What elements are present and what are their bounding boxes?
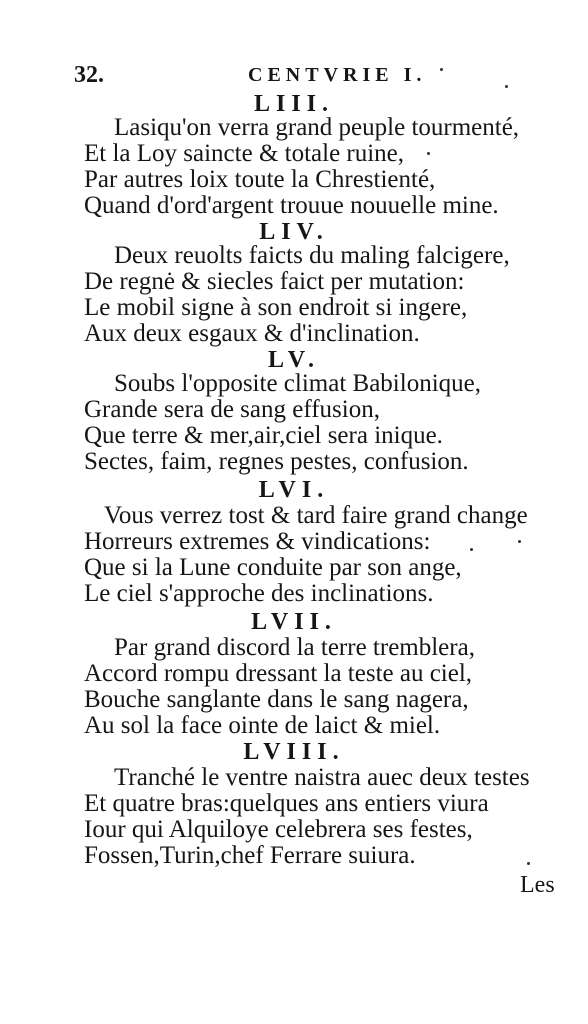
ink-speck <box>427 152 430 155</box>
verse-line: Vous verrez tost & tard faire grand change <box>104 502 528 529</box>
verse-line: Lasiqu'on verra grand peuple tourmenté, <box>114 114 520 141</box>
page-number: 32. <box>74 62 104 88</box>
verse-line: Quand d'ord'argent trouue nouuelle mine. <box>84 192 499 219</box>
ink-speck <box>527 862 530 865</box>
verse-line: Horreurs extremes & vindications: <box>84 528 431 555</box>
verse-line: Par autres loix toute la Chrestienté, <box>84 166 436 193</box>
stanza-number: LV. <box>267 347 321 373</box>
verse-line: Au sol la face ointe de laict & miel. <box>84 712 441 739</box>
verse-line: Le ciel s'approche des inclinations. <box>84 580 434 607</box>
verse-line: Fossen,Turin,chef Ferrare suiura. <box>84 842 416 869</box>
verse-line: Sectes, faim, regnes pestes, confusion. <box>84 448 469 475</box>
verse-line: Le mobil signe à son endroit si ingere, <box>84 294 468 321</box>
ink-speck <box>470 548 473 551</box>
verse-line: Grande sera de sang effusion, <box>84 396 380 423</box>
verse-line: Et la Loy saincte & totale ruine, <box>84 140 405 167</box>
stanza-number: LIII. <box>253 91 335 117</box>
running-title: CENTVRIE I. <box>248 64 427 86</box>
verse-line: Bouche sanglante dans le sang nagera, <box>84 686 469 713</box>
catchword: Les <box>520 872 555 898</box>
ink-speck <box>440 68 443 71</box>
verse-line: Et quatre bras:quelques ans entiers viura <box>84 790 489 817</box>
page-header <box>74 62 544 92</box>
verse-line: Par grand discord la terre tremblera, <box>114 634 475 661</box>
stanza-number: LVIII. <box>243 739 345 765</box>
verse-line: Deux reuolts faicts du maling falcigere, <box>114 242 510 269</box>
verse-line: Que terre & mer,air,ciel sera inique. <box>84 422 443 449</box>
ink-speck <box>518 540 521 543</box>
verse-line: Soubs l'opposite climat Babilonique, <box>114 370 481 397</box>
stanza-number: LVI. <box>258 477 330 503</box>
verse-line: Que si la Lune conduite par son ange, <box>84 554 462 581</box>
verse-line: Accord rompu dressant la teste au ciel, <box>84 660 473 687</box>
verse-line: Iour qui Alquiloye celebrera ses festes, <box>84 816 473 843</box>
stanza-number: LIV. <box>259 219 329 245</box>
stanza-number: LVII. <box>251 609 337 635</box>
verse-line: Tranché le ventre naistra auec deux testes <box>114 764 530 791</box>
verse-line: Aux deux esgaux & d'inclination. <box>84 320 420 347</box>
verse-line: De regnė & siecles faict per mutation: <box>84 268 465 295</box>
ink-speck <box>505 85 508 88</box>
